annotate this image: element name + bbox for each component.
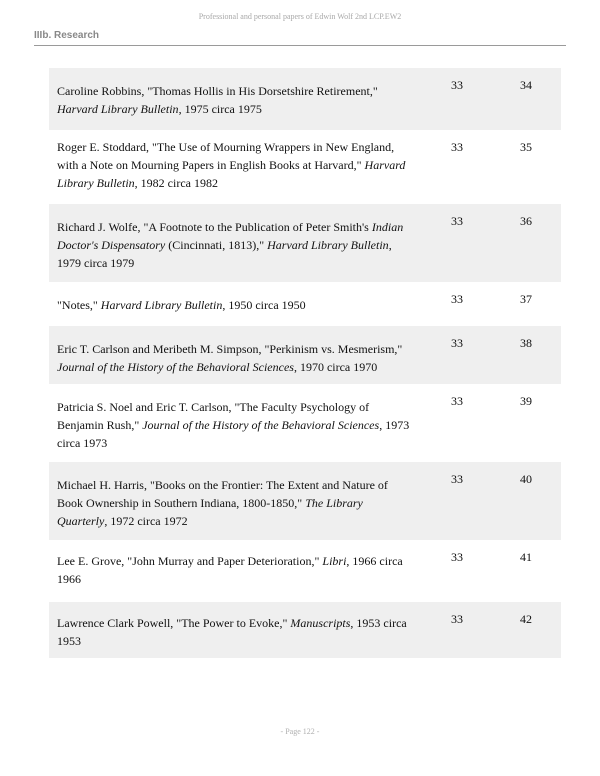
publication-title: Harvard Library Bulletin — [100, 298, 223, 312]
publication-title: The Library Quarterly — [57, 496, 363, 528]
box-number: 33 — [451, 394, 463, 408]
folder-number: 38 — [520, 336, 532, 350]
section-divider — [34, 45, 566, 46]
list-item — [49, 204, 561, 282]
box-number: 33 — [451, 336, 463, 350]
folder-number: 42 — [520, 612, 532, 626]
item-description — [57, 218, 412, 272]
collection-header: Professional and personal papers of Edwin Wolf 2nd LCP.EW2 — [198, 12, 402, 21]
folder-number: 40 — [520, 472, 532, 486]
box-number: 33 — [451, 472, 463, 486]
page-number: - Page 122 - — [280, 727, 320, 736]
box-number: 33 — [451, 214, 463, 228]
item-description — [57, 614, 412, 650]
description-text: Richard J. Wolfe, "A Footnote to the Publication of Peter Smith's — [57, 220, 372, 234]
list-item — [49, 602, 561, 658]
section-title: IIIb. Research — [34, 30, 100, 41]
folder-number: 35 — [520, 140, 532, 154]
item-description — [57, 398, 412, 452]
publication-title: Harvard Library Bulletin — [57, 158, 406, 190]
description-text: , 1975 circa 1975 — [178, 102, 262, 116]
description-text: , 1979 circa 1979 — [57, 238, 392, 270]
publication-title: Harvard Library Bulletin — [57, 102, 179, 116]
description-text: , 1982 circa 1982 — [134, 176, 218, 190]
description-text: , 1970 circa 1970 — [293, 360, 378, 374]
list-item — [49, 384, 561, 462]
box-number: 33 — [451, 612, 463, 626]
publication-title: Journal of the History of the Behavioral Sciences — [142, 418, 380, 432]
description-text: Roger E. Stoddard, "The Use of Mourning Wrappers in New England, with a Note on Mourning Papers in English Books at Harvard," — [57, 140, 395, 172]
box-number: 33 — [451, 140, 463, 154]
folder-number: 37 — [520, 292, 532, 306]
publication-title: Libri — [322, 554, 347, 568]
description-text: , 1973 circa 1973 — [57, 418, 410, 450]
description-text: "Notes," — [57, 298, 101, 312]
box-number: 33 — [451, 292, 463, 306]
description-text: (Cincinnati, 1813)," — [165, 238, 268, 252]
item-list — [49, 68, 561, 658]
box-number: 33 — [451, 78, 463, 92]
description-text: , 1972 circa 1972 — [104, 514, 188, 528]
description-text: Caroline Robbins, "Thomas Hollis in His Dorsetshire Retirement," — [57, 84, 378, 98]
description-text: Michael H. Harris, "Books on the Frontier: The Extent and Nature of Book Ownership in Southern Indiana, 1800-1850," — [57, 478, 388, 510]
item-description — [57, 476, 412, 530]
list-item — [49, 326, 561, 384]
item-description — [57, 296, 412, 314]
list-item — [49, 130, 561, 204]
description-text: , 1966 circa 1966 — [57, 554, 403, 586]
description-text: Lee E. Grove, "John Murray and Paper Deterioration," — [57, 554, 323, 568]
item-description — [57, 82, 412, 118]
publication-title: Journal of the History of the Behavioral Sciences — [57, 360, 294, 374]
box-number: 33 — [451, 550, 463, 564]
publication-title: Manuscripts — [290, 616, 351, 630]
description-text: Patricia S. Noel and Eric T. Carlson, "The Faculty Psychology of Benjamin Rush," — [57, 400, 370, 432]
item-description — [57, 552, 412, 588]
folder-number: 34 — [520, 78, 532, 92]
folder-number: 41 — [520, 550, 532, 564]
list-item — [49, 462, 561, 540]
item-description — [57, 340, 412, 376]
list-item — [49, 68, 561, 130]
description-text: , 1950 circa 1950 — [222, 298, 306, 312]
description-text: Lawrence Clark Powell, "The Power to Evoke," — [57, 616, 291, 630]
list-item — [49, 540, 561, 602]
folder-number: 36 — [520, 214, 532, 228]
list-item — [49, 282, 561, 326]
description-text: , 1953 circa 1953 — [57, 616, 407, 648]
publication-title: Indian Doctor's Dispensatory — [57, 220, 404, 252]
folder-number: 39 — [520, 394, 532, 408]
item-description — [57, 138, 412, 192]
publication-title: Harvard Library Bulletin — [267, 238, 389, 252]
description-text: Eric T. Carlson and Meribeth M. Simpson, "Perkinism vs. Mesmerism," — [57, 342, 403, 356]
